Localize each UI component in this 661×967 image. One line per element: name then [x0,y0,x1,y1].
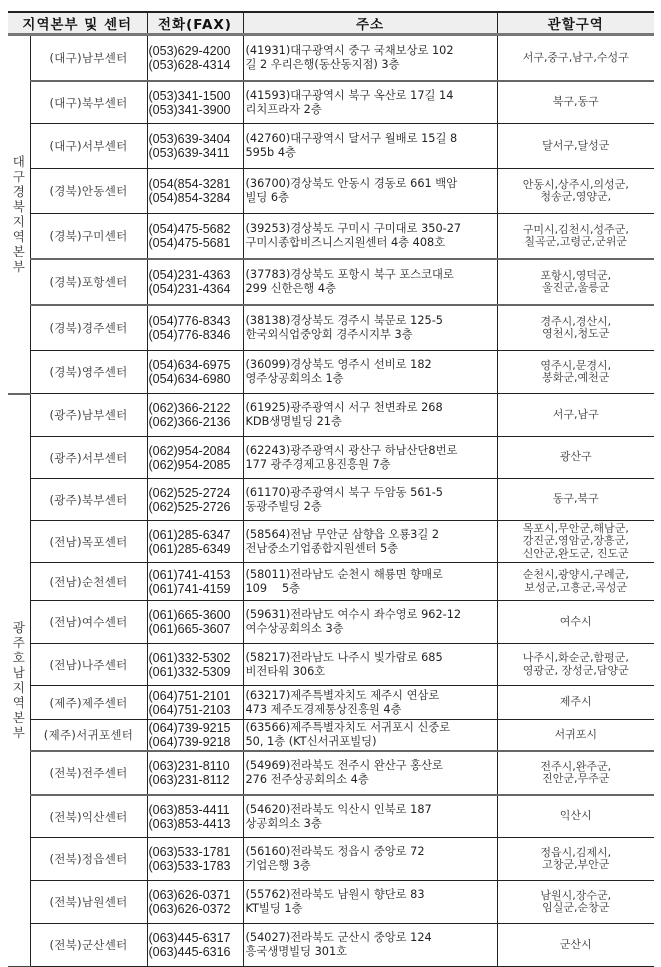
phone-cell [147,601,243,644]
jurisdiction-area: 남원시,장수군, 임실군,순창군 [497,881,654,924]
center-name: (경북)영주센터 [30,351,147,394]
region-name: 광주호남지역본부 [12,620,25,741]
center-name: (전남)여수센터 [30,601,147,644]
fax-number: (054)854-3284 [148,191,231,205]
phone-number: (063)231-8110 [148,759,230,773]
address-cell [243,214,497,260]
center-name: (경북)경주센터 [30,305,147,351]
center-name: (대구)서부센터 [30,124,147,169]
center-name: (전북)군산센터 [30,924,147,967]
fax-number: (062)525-2726 [148,499,231,514]
table-row [8,479,654,521]
region-name-cell [8,35,30,394]
phone-cell [147,479,243,521]
address-cell [243,259,497,305]
phone-cell [147,644,243,686]
region-name-cell [8,394,30,967]
phone-cell [147,795,243,838]
fax-number: (063)626-0372 [148,902,231,916]
table-body [8,35,654,967]
table-row [8,563,654,601]
center-name: (광주)남부센터 [30,394,147,437]
address-line-1: (41931)대구광역시 중구 국채보상로 102 [245,44,454,57]
address-line-1: (62243)광주광역시 광산구 하남산단8번로 [245,443,458,457]
address-cell [243,124,497,169]
address-line-2: 177 광주경제고용진흥원 7층 [245,457,391,471]
address-line-1: (36099)경상북도 영주시 선비로 182 [245,358,432,371]
phone-number: (062)954-2084 [148,443,231,458]
phone-number: (061)332-5302 [148,650,231,665]
table-row [8,924,654,967]
fax-number: (064)739-9218 [148,735,231,749]
jurisdiction-area: 경주시,경산시, 영천시,청도군 [497,305,654,351]
address-line-1: (63217)제주특별자치도 제주시 연삼로 [245,688,440,702]
fax-number: (061)741-4159 [148,581,231,596]
jurisdiction-area: 정읍시,김제시, 고창군,부안군 [497,838,654,881]
address-line-1: (58564)전남 무안군 삼향읍 오룡3길 2 [245,527,440,541]
address-cell [243,751,497,795]
fax-number: (063)533-1783 [148,859,231,873]
address-line-1: (58011)전라남도 순천시 해룡면 향매로 [245,567,443,581]
address-line-2: 595b 4층 [245,146,296,159]
address-line-2: 여수상공회의소 3층 [245,622,344,635]
phone-number: (054)475-5682 [148,222,231,236]
jurisdiction-area: 목포시,무안군,해남군, 강진군,영암군,장흥군, 신안군,완도군, 진도군 [497,521,654,563]
address-cell [243,521,497,563]
table-row [8,351,654,394]
address-line-2: KT빌딩 1층 [245,902,303,915]
header-phone: 전화(FAX) [147,12,243,35]
fax-number: (061)285-6349 [148,541,231,556]
address-cell [243,686,497,720]
table-row [8,437,654,479]
jurisdiction-area: 여수시 [497,601,654,644]
center-name: (전남)목포센터 [30,521,147,563]
center-name: (대구)남부센터 [30,35,147,82]
jurisdiction-area: 군산시 [497,924,654,967]
jurisdiction-area: 영주시,문경시, 봉화군,예천군 [497,351,654,394]
address-line-2: 전남중소기업종합지원센터 5층 [245,541,399,555]
fax-number: (053)341-3900 [148,102,231,117]
phone-cell [147,124,243,169]
phone-cell [147,351,243,394]
address-line-2: 299 신한은행 4층 [245,282,336,295]
jurisdiction-area: 순천시,광양시,구례군, 보성군,고흥군,곡성군 [497,563,654,601]
table-row [8,35,654,82]
table-row [8,521,654,563]
table-row [8,259,654,305]
address-line-2: 리치프라자 2층 [245,102,322,116]
phone-number: (061)741-4153 [148,567,231,582]
jurisdiction-area: 동구,북구 [497,479,654,521]
address-line-1: (63566)제주특별자치도 서귀포시 신중로 [245,721,451,734]
phone-cell [147,81,243,124]
phone-cell [147,751,243,795]
phone-number: (064)739-9215 [148,721,231,735]
phone-number: (063)533-1781 [148,845,231,859]
phone-number: (062)525-2724 [148,485,231,500]
phone-cell [147,35,243,82]
fax-number: (063)853-4413 [148,816,231,831]
phone-number: (054(854-3281 [148,177,231,191]
fax-number: (061)665-3607 [148,622,231,636]
phone-cell [147,563,243,601]
jurisdiction-area: 포항시,영덕군, 울진군,울릉군 [497,259,654,305]
phone-number: (053)639-3404 [148,132,231,146]
phone-number: (061)665-3600 [148,608,231,622]
jurisdiction-area: 북구,동구 [497,81,654,124]
address-line-2: 길 2 우리은행(동산동지점) 3층 [245,58,400,71]
center-name: (전북)정읍센터 [30,838,147,881]
fax-number: (054)475-5681 [148,236,231,250]
address-line-1: (54027)전라북도 군산시 중앙로 124 [245,931,432,944]
address-line-2: 276 전주상공회의소 4층 [245,773,369,786]
address-line-2: 비전타워 306호 [245,664,326,678]
phone-number: (062)366-2122 [148,401,231,415]
phone-cell [147,169,243,214]
address-cell [243,479,497,521]
jurisdiction-area: 안동시,상주시,의성군, 청송군,영양군, [497,169,654,214]
address-line-1: (55762)전라북도 남원시 향단로 83 [245,888,425,901]
center-name: (경북)구미센터 [30,214,147,260]
address-line-1: (39253)경상북도 구미시 구미대로 350-27 [245,222,462,235]
center-name: (제주)제주센터 [30,686,147,720]
table-row [8,601,654,644]
address-cell [243,644,497,686]
table-row [8,394,654,437]
address-line-1: (59631)전라남도 여수시 좌수영로 962-12 [245,608,462,621]
address-line-1: (58217)전라남도 나주시 빛가람로 685 [245,650,443,664]
center-directory-table [8,11,654,967]
table-row [8,686,654,720]
header-region-center: 지역본부 및 센터 [8,12,147,35]
header-address: 주소 [243,12,497,35]
address-line-1: (54620)전라북도 익산시 인북로 187 [245,802,432,816]
fax-number: (054)231-4364 [148,282,231,296]
jurisdiction-area: 광산구 [497,437,654,479]
center-name: (대구)북부센터 [30,81,147,124]
address-cell [243,305,497,351]
fax-number: (061)332-5309 [148,664,231,679]
address-cell [243,795,497,838]
center-name: (경북)포항센터 [30,259,147,305]
table-row [8,81,654,124]
jurisdiction-area: 전주시,완주군, 진안군,무주군 [497,751,654,795]
phone-cell [147,259,243,305]
address-cell [243,924,497,967]
phone-cell [147,838,243,881]
phone-cell [147,924,243,967]
address-cell [243,881,497,924]
table-row [8,644,654,686]
fax-number: (053)628-4314 [148,58,231,72]
phone-cell [147,720,243,752]
address-line-2: 50, 1층 (KT신서귀포빌딩) [245,735,377,748]
center-name: (전남)순천센터 [30,563,147,601]
table-row [8,838,654,881]
address-line-2: 영주상공회의소 1층 [245,372,344,385]
address-line-2: 구미시종합비즈니스지원센터 4층 408호 [245,236,446,249]
center-name: (제주)서귀포센터 [30,720,147,752]
table-row [8,795,654,838]
address-cell [243,601,497,644]
address-cell [243,394,497,437]
table-row [8,751,654,795]
jurisdiction-area: 제주시 [497,686,654,720]
jurisdiction-area: 서구,남구 [497,394,654,437]
address-line-1: (61925)광주광역시 서구 천변좌로 268 [245,401,443,414]
address-line-1: (54969)전라북도 전주시 완산구 홍산로 [245,759,443,772]
jurisdiction-area: 달서구,달성군 [497,124,654,169]
center-name: (광주)서부센터 [30,437,147,479]
table-row [8,881,654,924]
phone-number: (054)634-6975 [148,358,231,372]
phone-number: (054)231-4363 [148,268,231,282]
address-line-2: KDB생명빌딩 21층 [245,415,342,428]
header-area: 관할구역 [497,12,654,35]
center-name: (전남)나주센터 [30,644,147,686]
address-line-1: (37783)경상북도 포항시 북구 포스코대로 [245,268,454,281]
address-line-1: (36700)경상북도 안동시 경동로 661 백암 [245,177,458,190]
phone-number: (063)853-4411 [148,802,230,817]
address-line-1: (41593)대구광역시 북구 옥산로 17길 14 [245,88,454,102]
table-row [8,124,654,169]
phone-number: (053)341-1500 [148,88,231,103]
address-cell [243,838,497,881]
fax-number: (053)639-3411 [148,146,230,160]
address-line-2: 동광주빌딩 2층 [245,499,322,513]
phone-number: (061)285-6347 [148,527,231,542]
address-line-2: 흥국생명빌딩 301호 [245,945,348,958]
table-header-row [8,12,654,35]
center-name: (경북)안동센터 [30,169,147,214]
phone-cell [147,305,243,351]
fax-number: (063)445-6316 [148,945,231,959]
phone-number: (064)751-2101 [148,688,231,703]
phone-cell [147,521,243,563]
fax-number: (063)231-8112 [148,773,230,787]
fax-number: (062)954-2085 [148,457,231,472]
table-row [8,720,654,752]
fax-number: (054)634-6980 [148,372,231,386]
jurisdiction-area: 서구,중구,남구,수성구 [497,35,654,82]
address-cell [243,437,497,479]
center-name: (전북)남원센터 [30,881,147,924]
center-name: (전북)익산센터 [30,795,147,838]
address-cell [243,351,497,394]
address-line-2: 473 제주도경제통상진흥원 4층 [245,702,402,716]
center-directory [8,11,654,967]
phone-number: (054)776-8343 [148,314,231,328]
phone-number: (053)629-4200 [148,44,231,58]
address-cell [243,35,497,82]
address-line-1: (42760)대구광역시 달서구 월배로 15길 8 [245,132,458,145]
jurisdiction-area: 구미시,김천시,성주군, 칠곡군,고령군,군위군 [497,214,654,260]
phone-cell [147,214,243,260]
center-name: (전북)전주센터 [30,751,147,795]
fax-number: (062)366-2136 [148,415,231,429]
jurisdiction-area: 익산시 [497,795,654,838]
phone-cell [147,881,243,924]
address-line-2: 기업은행 3층 [245,859,311,872]
center-name: (광주)북부센터 [30,479,147,521]
table-row [8,169,654,214]
phone-number: (063)626-0371 [148,888,231,902]
fax-number: (064)751-2103 [148,702,231,717]
address-cell [243,81,497,124]
jurisdiction-area: 나주시,화순군,함평군, 영광군, 장성군,담양군 [497,644,654,686]
address-line-1: (61170)광주광역시 북구 두암동 561-5 [245,485,443,499]
address-cell [243,563,497,601]
phone-number: (063)445-6317 [148,931,231,945]
address-line-2: 109 5층 [245,581,301,595]
region-name: 대구경북지역본부 [12,154,25,275]
address-line-1: (38138)경상북도 경주시 북문로 125-5 [245,314,443,327]
fax-number: (054)776-8346 [148,328,231,342]
table-row [8,214,654,260]
table-row [8,305,654,351]
address-line-2: 상공회의소 3층 [245,816,322,830]
jurisdiction-area: 서귀포시 [497,720,654,752]
address-line-1: (56160)전라북도 정읍시 중앙로 72 [245,845,425,858]
phone-cell [147,437,243,479]
address-line-2: 빌딩 6층 [245,191,290,204]
phone-cell [147,394,243,437]
phone-cell [147,686,243,720]
address-cell [243,169,497,214]
address-cell [243,720,497,752]
address-line-2: 한국외식업중앙회 경주시지부 3층 [245,328,413,341]
